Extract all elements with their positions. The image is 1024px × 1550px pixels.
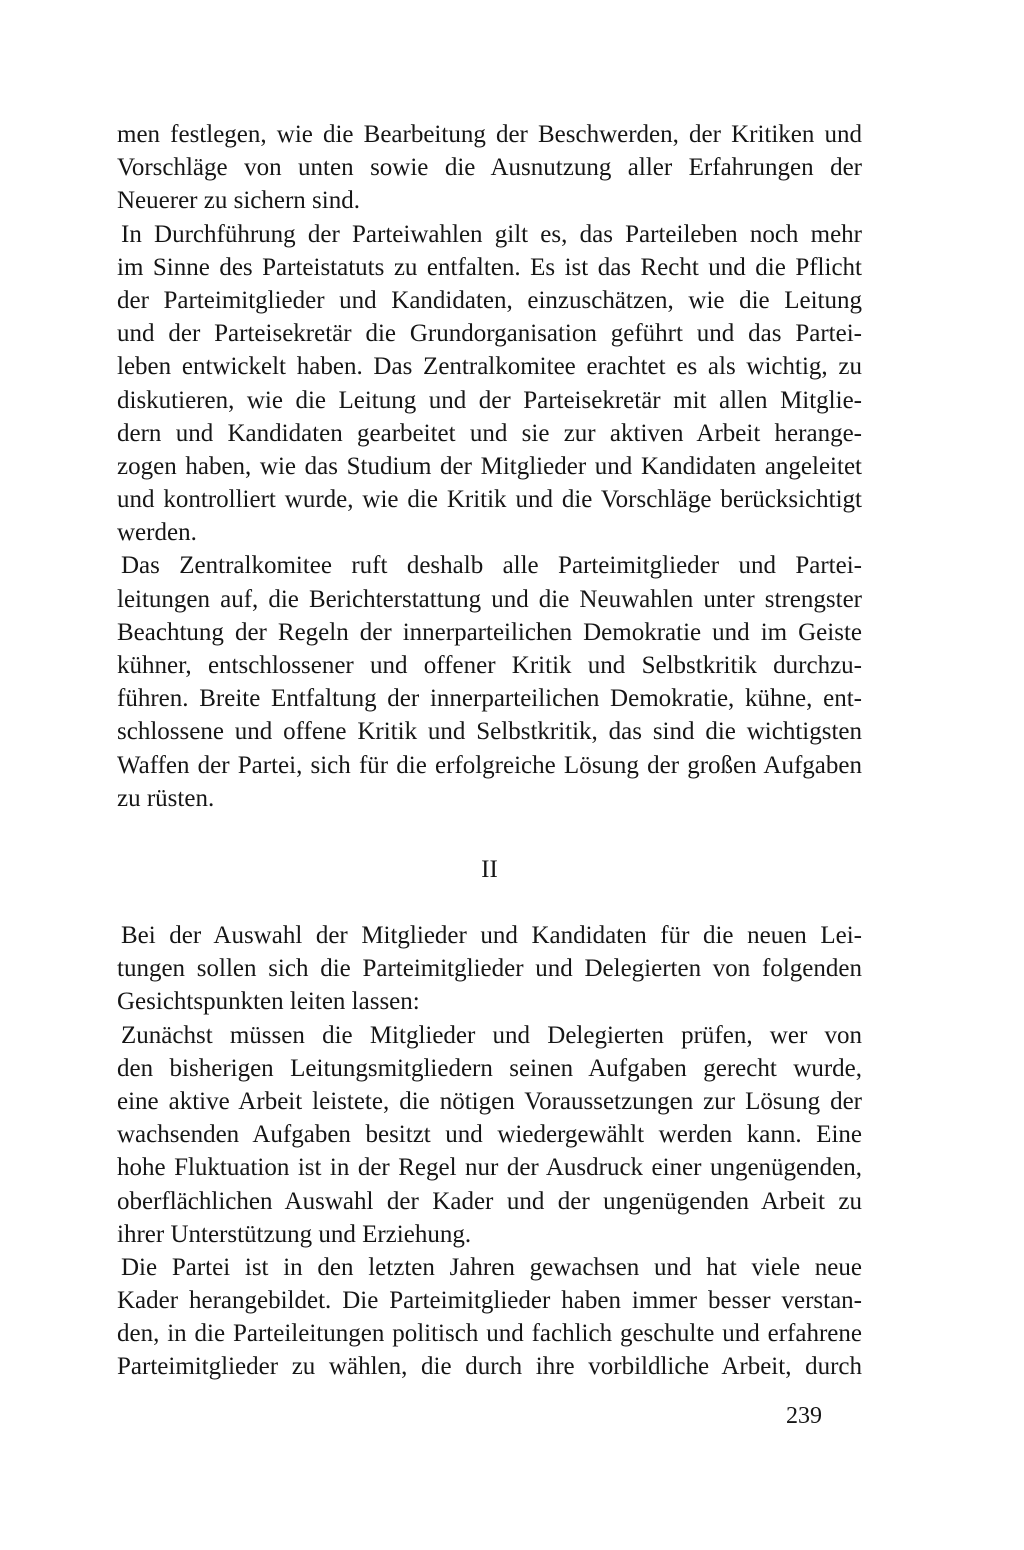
- text-line: Beachtung der Regeln der innerparteilichen Demokratie und im Geiste: [117, 618, 862, 646]
- text-line: den bisherigen Leitungsmitgliedern seinen Aufgaben gerecht wurde,: [117, 1054, 862, 1082]
- text-line: zu rüsten.: [117, 784, 215, 812]
- text-line: wachsenden Aufgaben besitzt und wiedergewählt werden kann. Eine: [117, 1121, 862, 1149]
- text-line: Kader herangebildet. Die Parteimitglieder haben immer besser verstan-: [117, 1287, 862, 1315]
- text-line: führen. Breite Entfaltung der innerparteilichen Demokratie, kühne, ent-: [117, 685, 862, 713]
- text-line: tungen sollen sich die Parteimitglieder und Delegierten von folgenden: [117, 955, 862, 983]
- page-number: 239: [786, 1403, 822, 1429]
- body-text-top: [117, 118, 862, 815]
- text-line: Die Partei ist in den letzten Jahren gewachsen und hat viele neue: [121, 1253, 862, 1281]
- text-line: hohe Fluktuation ist in der Regel nur der Ausdruck einer ungenügenden,: [117, 1154, 862, 1182]
- text-line: eine aktive Arbeit leistete, die nötigen Voraussetzungen zur Lösung der: [117, 1087, 862, 1115]
- text-line: den, in die Parteileitungen politisch und fachlich geschulte und erfahrene: [117, 1320, 862, 1348]
- text-line: leitungen auf, die Berichterstattung und die Neuwahlen unter strengster: [117, 585, 862, 613]
- body-text-bottom: [117, 919, 862, 1384]
- text-line: Neuerer zu sichern sind.: [117, 187, 360, 215]
- text-line: Waffen der Partei, sich für die erfolgreiche Lösung der großen Aufgaben: [117, 751, 862, 779]
- text-line: men festlegen, wie die Bearbeitung der Beschwerden, der Kritiken und: [117, 121, 862, 148]
- text-line: kühner, entschlossener und offener Kritik und Selbstkritik durchzu-: [117, 652, 862, 679]
- text-line: der Parteimitglieder und Kandidaten, einzuschätzen, wie die Leitung: [117, 286, 862, 314]
- text-line: Gesichtspunkten leiten lassen:: [117, 988, 420, 1016]
- text-line: und kontrolliert wurde, wie die Kritik und die Vorschläge berücksichtigt: [117, 486, 862, 514]
- text-line: Bei der Auswahl der Mitglieder und Kandidaten für die neuen Lei-: [121, 922, 862, 949]
- text-line: ihrer Unterstützung und Erziehung.: [117, 1220, 472, 1248]
- section-heading: II: [481, 856, 498, 883]
- text-line: Zunächst müssen die Mitglieder und Delegierten prüfen, wer von: [121, 1021, 862, 1049]
- text-line: dern und Kandidaten gearbeitet und sie zur aktiven Arbeit herange-: [117, 419, 862, 447]
- text-line: schlossene und offene Kritik und Selbstkritik, das sind die wichtigsten: [117, 718, 862, 746]
- text-line: leben entwickelt haben. Das Zentralkomitee erachtet es als wichtig, zu: [117, 353, 862, 381]
- text-line: In Durchführung der Parteiwahlen gilt es, das Parteileben noch mehr: [121, 220, 862, 248]
- text-line: Das Zentralkomitee ruft deshalb alle Parteimitglieder und Partei-: [121, 552, 862, 580]
- text-line: Parteimitglieder zu wählen, die durch ihre vorbildliche Arbeit, durch: [117, 1353, 862, 1381]
- text-line: diskutieren, wie die Leitung und der Parteisekretär mit allen Mitglie-: [117, 386, 862, 414]
- text-line: oberflächlichen Auswahl der Kader und der ungenügenden Arbeit zu: [117, 1187, 862, 1215]
- text-line: werden.: [117, 519, 197, 547]
- text-line: und der Parteisekretär die Grundorganisation geführt und das Partei-: [117, 320, 862, 348]
- text-line: im Sinne des Parteistatuts zu entfalten. Es ist das Recht und die Pflicht: [117, 253, 862, 281]
- text-line: zogen haben, wie das Studium der Mitglieder und Kandidaten angeleitet: [117, 452, 862, 480]
- text-line: Vorschläge von unten sowie die Ausnutzung aller Erfahrungen der: [117, 154, 862, 182]
